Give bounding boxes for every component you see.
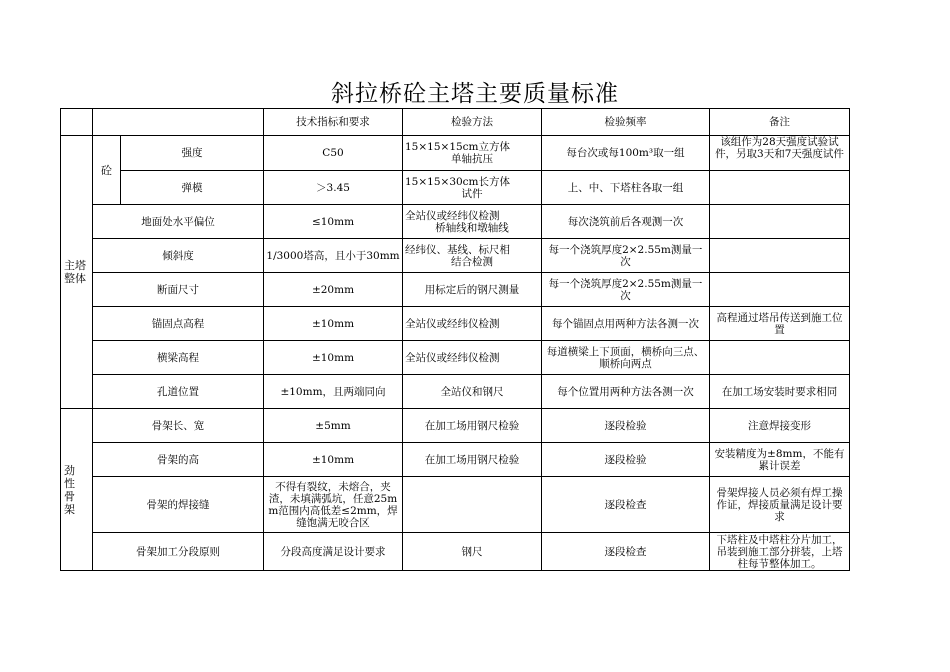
frequency-cell: 逐段检查 [542,477,710,533]
item-cell: 骨架的焊接缝 [93,477,264,533]
criteria-cell: 不得有裂纹，未熔合，夹渣，未填满弧坑，任意25mm范围内高低差≤2mm，焊缝饱满无咬合区 [264,477,403,533]
document-title: 斜拉桥砼主塔主要质量标准 [331,81,619,107]
table-row [61,136,850,171]
method-cell: 用标定后的钢尺测量 [403,273,542,307]
item-cell: 骨架加工分段原则 [93,533,264,571]
method-cell: 在加工场用钢尺检验 [403,409,542,443]
frequency-cell: 逐段检验 [542,409,710,443]
frequency-cell: 每一个浇筑厚度2×2.55m测量一次 [542,273,710,307]
remarks-cell: 安装精度为±8mm，不能有累计误差 [710,443,850,477]
method-line: 15×15×30cm长方体 [405,175,511,188]
criteria-cell: ±5mm [264,409,403,443]
item-cell: 断面尺寸 [93,273,264,307]
frequency-cell: 逐段检查 [542,533,710,571]
group-label-skeleton [61,409,93,571]
remarks-cell: 该组作为28天强度试验试件，另取3天和7天强度试件 [710,136,850,171]
method-cell: 全站仪和钢尺 [403,375,542,409]
remarks-cell [710,171,850,205]
method-cell [403,205,542,239]
table-row [61,477,850,533]
quality-standards-table [60,108,850,571]
item-cell: 弹模 [121,171,264,205]
group-label-text: 主塔整体 [64,259,86,285]
frequency-cell: 每次浇筑前后各观测一次 [542,205,710,239]
group-label-tower [61,136,93,409]
remarks-cell [710,205,850,239]
method-cell: 全站仪或经纬仪检测 [403,307,542,341]
remarks-cell [710,239,850,273]
method-line: 15×15×15cm立方体 [405,141,511,153]
item-cell: 锚固点高程 [93,307,264,341]
remarks-cell: 下塔柱及中塔柱分片加工，吊装到施工部分拼装，上塔柱每节整体加工。 [710,533,850,571]
table-row [61,273,850,307]
frequency-cell: 每个锚固点用两种方法各测一次 [542,307,710,341]
header-cell-empty [61,109,93,136]
criteria-cell: ±10mm [264,443,403,477]
header-frequency: 检验频率 [542,109,710,136]
method-line: 桥轴线和墩轴线 [435,221,509,234]
header-method: 检验方法 [403,109,542,136]
table-row [61,205,850,239]
criteria-cell: ±10mm [264,307,403,341]
remarks-cell [710,341,850,375]
table-row [61,375,850,409]
remarks-cell [710,273,850,307]
method-line: 试件 [461,187,483,200]
remarks-cell: 注意焊接变形 [710,409,850,443]
table-row [61,443,850,477]
item-cell: 倾斜度 [93,239,264,273]
table-row [61,171,850,205]
remarks-cell: 骨架焊接人员必须有焊工操作证，焊接质量满足设计要求 [710,477,850,533]
frequency-cell: 每一个浇筑厚度2×2.55m测量一次 [542,239,710,273]
group-label-concrete: 砼 [93,136,121,205]
method-cell [403,477,542,533]
table-row [61,409,850,443]
table-row [61,307,850,341]
table-row [61,341,850,375]
item-cell: 地面处水平偏位 [93,205,264,239]
method-cell [403,136,542,171]
item-cell: 强度 [121,136,264,171]
method-line: 全站仪或经纬仪检测 [405,209,500,222]
frequency-cell: 每台次或每100m³取一组 [542,136,710,171]
remarks-cell: 高程通过塔吊传送到施工位置 [710,307,850,341]
criteria-cell: ≤10mm [264,205,403,239]
method-cell: 全站仪或经纬仪检测 [403,341,542,375]
criteria-cell: 分段高度满足设计要求 [264,533,403,571]
method-cell: 在加工场用钢尺检验 [403,443,542,477]
criteria-cell: ±20mm [264,273,403,307]
method-cell: 钢尺 [403,533,542,571]
table-row [61,533,850,571]
table-row [61,239,850,273]
method-line: 单轴抗压 [451,153,493,165]
item-cell: 孔道位置 [93,375,264,409]
frequency-cell: 上、中、下塔柱各取一组 [542,171,710,205]
method-line: 结合检测 [451,255,493,268]
header-criteria: 技术指标和要求 [264,109,403,136]
group-label-text: 劲性骨架 [64,463,75,516]
criteria-cell: 1/3000塔高，且小于30mm [264,239,403,273]
remarks-cell: 在加工场安装时要求相同 [710,375,850,409]
criteria-cell: ±10mm [264,341,403,375]
method-cell [403,171,542,205]
frequency-cell: 每个位置用两种方法各测一次 [542,375,710,409]
header-row [61,109,850,136]
frequency-cell: 每道横梁上下顶面，横桥向三点、顺桥向两点 [542,341,710,375]
method-line: 经纬仪、基线、标尺相 [405,243,510,256]
item-cell: 横梁高程 [93,341,264,375]
criteria-cell: ±10mm，且两端同向 [264,375,403,409]
criteria-cell: ＞3.45 [264,171,403,205]
item-cell: 骨架长、宽 [93,409,264,443]
item-cell: 骨架的高 [93,443,264,477]
header-remarks: 备注 [710,109,850,136]
header-cell-empty [93,109,264,136]
frequency-cell: 逐段检验 [542,443,710,477]
criteria-cell: C50 [264,136,403,171]
method-cell [403,239,542,273]
